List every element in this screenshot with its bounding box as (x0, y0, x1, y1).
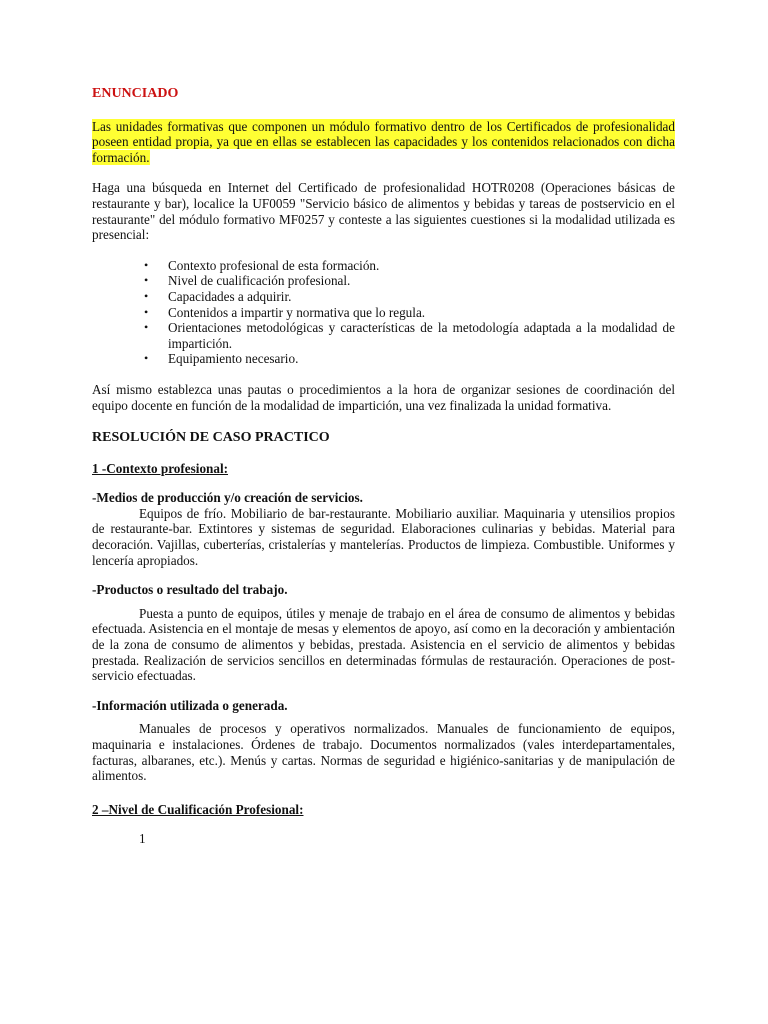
section1-sub1-text: Equipos de frío. Mobiliario de bar-restaurante. Mobiliario auxiliar. Maquinaria y utensilios propios de restaurante-bar. Extintores y sistemas de seguridad. Elaboraciones culinarias y bebidas. Material para decoración. Vajillas, cuberterías, cristalerías y mantelerías. Productos de limpieza. Combustible. Uniformes y lencería apropiados. (92, 505, 675, 568)
questions-list (92, 258, 675, 367)
task-paragraph: Haga una búsqueda en Internet del Certificado de profesionalidad HOTR0208 (Operaciones básicas de restaurante y bar), localice la UF0059 "Servicio básico de alimentos y bebidas y tareas de postservicio en el restaurante" del módulo formativo MF0257 y conteste a las siguientes cuestiones si la modalidad utilizada es presencial: (92, 180, 675, 243)
qualification-level-value: 1 (139, 831, 146, 847)
highlighted-text: Las unidades formativas que componen un módulo formativo dentro de los Certificados de profesionalidad poseen entidad propia, ya que en ellas se establecen las capacidades y los contenidos relacionados con dicha formación. (92, 118, 675, 165)
question-item: • Contexto profesional de esta formación. (144, 258, 675, 274)
section1-title: 1 -Contexto profesional: (92, 460, 229, 476)
section1-sub2-text: Puesta a punto de equipos, útiles y menaje de trabajo en el área de consumo de alimentos y bebidas efectuada. Asistencia en el montaje de mesas y elementos de apoyo, así como en la decoración y ambientación de la zona de consumo de alimentos y bebidas, prestada. Asistencia en el servicio de alimentos y bebidas prestada. Realización de servicios sencillos en determinadas fórmulas de restauración. Operaciones de post-servicio efectuadas. (92, 605, 675, 684)
section2-title: 2 –Nivel de Cualificación Profesional: (92, 801, 304, 817)
document-body (92, 86, 675, 847)
question-item: • Orientaciones metodológicas y características de la metodología adaptada a la modalidad de impartición. (144, 320, 675, 351)
section1-sub3-title: -Información utilizada o generada. (92, 697, 288, 713)
question-item: • Contenidos a impartir y normativa que lo regula. (144, 305, 675, 321)
document-title: ENUNCIADO (92, 86, 179, 101)
closing-paragraph: Así mismo establezca unas pautas o procedimientos a la hora de organizar sesiones de coordinación del equipo docente en función de la modalidad de impartición, una vez finalizada la unidad formativa. (92, 381, 675, 413)
question-item: • Equipamiento necesario. (144, 351, 675, 367)
question-item: • Capacidades a adquirir. (144, 289, 675, 305)
section1-sub1-title: -Medios de producción y/o creación de servicios. (92, 490, 363, 506)
section1-sub2-title: -Productos o resultado del trabajo. (92, 582, 288, 598)
section1-sub3-text: Manuales de procesos y operativos normalizados. Manuales de funcionamiento de equipos, maquinaria e instalaciones. Órdenes de trabajo. Documentos normalizados (vales interdepartamentales, facturas, albaranes, etc.). Menús y cartas. Normas de seguridad e higiénico-sanitarias y de manipulación de alimentos. (92, 721, 675, 784)
question-item: • Nivel de cualificación profesional. (144, 273, 675, 289)
intro-paragraph (92, 119, 675, 166)
resolution-title: RESOLUCIÓN DE CASO PRACTICO (92, 430, 330, 446)
